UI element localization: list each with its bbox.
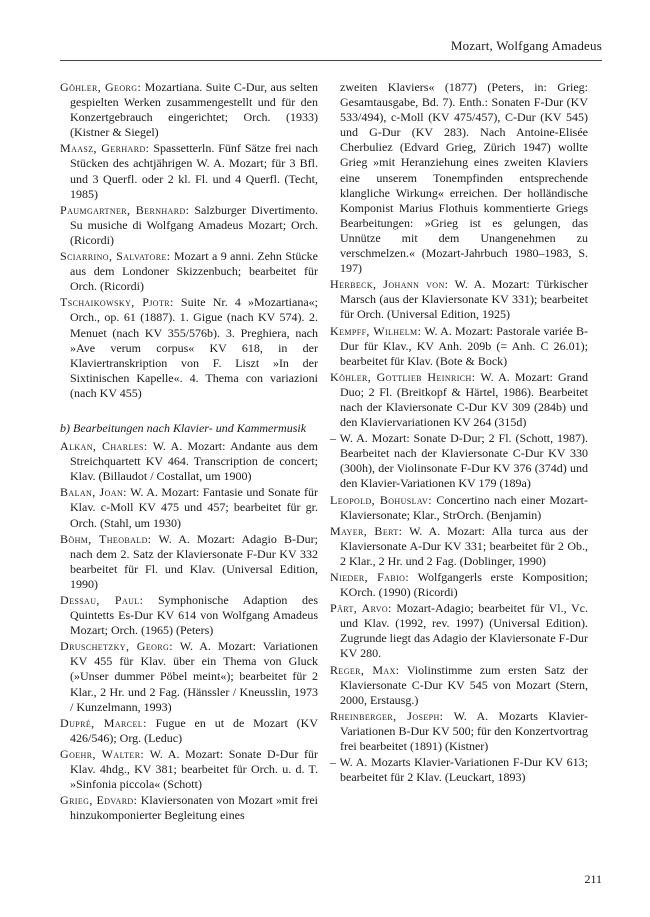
entry-text: Spassetterln. Fünf Sätze frei nach Stücken des achtjährigen W. A. Mozart; für 3 Bfl. und 3 Querfl. oder 2 kl. Fl. und 4 Querfl. (Techt, 1985) <box>70 141 319 201</box>
catalog-entry <box>60 747 318 792</box>
ditto-dash: – <box>330 755 336 770</box>
catalog-entry <box>330 709 588 754</box>
catalog-entry <box>60 80 318 140</box>
composer-name: Sciarrino, Salvatore: <box>60 249 171 264</box>
catalog-entry <box>330 493 588 523</box>
entry-text: W. A. Mozart: Grand Duo; 2 Fl. (Breitkopf & Härtel, 1986). Bearbeitet nach der Klaviersonate C-Dur KV 309 (284b) und den Klaviervariationen KV 264 (315d) <box>340 369 588 430</box>
catalog-entry <box>330 277 588 322</box>
catalog-entry <box>60 593 318 638</box>
entry-text: Klaviersonaten von Mozart »mit frei hinzukomponierter Begleitung eines <box>70 793 318 823</box>
entry-text: Concertino nach einer Mozart-Klaviersonate; Klar., StrOrch. (Benjamin) <box>340 492 588 522</box>
entry-text: W. A. Mozart: Türkischer Marsch (aus der Klaviersonate KV 331); bearbeitet für Orch. (Universal Edition, 1925) <box>340 277 588 322</box>
catalog-entry <box>330 601 588 661</box>
composer-name: Herbeck, Johann von: <box>330 277 449 292</box>
catalog-entry <box>330 431 588 491</box>
entry-text: W. A. Mozarts Klavier-Variationen F-Dur KV 613; bearbeitet für 2 Klav. (Leuckart, 1893) <box>336 755 588 785</box>
catalog-entry <box>60 793 318 823</box>
composer-name: Kempff, Wilhelm: <box>330 323 422 338</box>
catalog-entry <box>330 570 588 600</box>
composer-name: Druschetzky, Georg: <box>60 639 173 654</box>
composer-name: Göhler, Georg: <box>60 80 142 94</box>
composer-name: Maasz, Gerhard: <box>60 141 150 156</box>
catalog-entry <box>60 716 318 746</box>
entry-text: W. A. Mozarts Klavier-Variationen B-Dur KV 500; für den Konzertvortrag frei bearbeitet (1891) (Kistner) <box>340 708 589 754</box>
continued-entry: zweiten Klaviers« (1877) (Peters, in: Grieg: Gesamtausgabe, Bd. 7). Enth.: Sonaten F-Dur (KV 533/494), c-Moll (KV 475/457), C-Dur (KV 545) und G-Dur (KV 283). Nach Antoine-Elisée Cherbuliez (Edvard Grieg, Zürich 1947) wollte Grieg »mit Heranziehung eines zweiten Klaviers eine unserem Tonempfinden entsprechende klangliche Wirkung« erreichen. Der holländische Komponist Marius Flothuis kommentierte Griegs Bearbeitungen: »Grieg ist es gelungen, das Unnütze mit dem Unangenehmen zu verschmelzen.« (Mozart-Jahrbuch 1980–1983, S. 197) <box>340 80 588 276</box>
catalog-entry <box>60 439 318 484</box>
entry-list-a <box>60 80 318 401</box>
composer-name: Dupré, Marcel: <box>60 715 147 730</box>
composer-name: Paumgartner, Bernhard: <box>60 202 190 217</box>
composer-name: Pärt, Arvo: <box>330 601 392 616</box>
entry-text: W. A. Mozart: Andante aus dem Streichquartett KV 464. Transcription de concert; Klav. (Billaudot / Costallat, um 1900) <box>70 439 318 484</box>
composer-name: Grieg, Edvard: <box>60 793 138 808</box>
catalog-entry <box>60 141 318 201</box>
composer-name: Leopold, Bohuslav: <box>330 492 432 507</box>
entry-text: Mozartiana. Suite C-Dur, aus selten gespielten Werken zusammengestellt und für den Konzertgebrauch eingerichtet; Orch. (1933) (Kistner & Siegel) <box>70 80 318 140</box>
composer-name: Nieder, Fabio: <box>330 570 410 584</box>
entry-text: W. A. Mozart: Pastorale variée B-Dur für Klav., KV Anh. 209b (= Anh. C 26.01); bearbeitet für Klav. (Bote & Bock) <box>340 323 588 368</box>
entry-text: W. A. Mozart: Fantasie und Sonate für Klav. c-Moll KV 475 und 457; bearbeitet für gr. Orch. (Stahl, um 1930) <box>70 485 318 530</box>
composer-name: Tschaikowsky, Pjotr: <box>60 295 174 310</box>
entry-text: Mozart-Adagio; bearbeitet für Vl., Vc. und Klav. (1992, rev. 1997) (Universal Edition). Zugrunde liegt das Adagio der Klaviersonate F-Dur KV 280. <box>340 601 588 661</box>
section-heading: b) Bearbeitungen nach Klavier- und Kammermusik <box>60 420 307 435</box>
entry-list-right <box>330 277 588 785</box>
composer-name: Mayer, Bert: <box>330 523 403 538</box>
catalog-entry <box>330 663 588 708</box>
catalog-entry <box>60 639 318 714</box>
running-header: Mozart, Wolfgang Amadeus <box>450 38 602 53</box>
catalog-entry <box>60 249 318 294</box>
catalog-entry <box>330 755 588 785</box>
catalog-entry <box>60 532 318 592</box>
entry-text: Fugue en ut de Mozart (KV 426/546); Org. (Leduc) <box>70 715 318 745</box>
catalog-entry <box>60 203 318 248</box>
entry-text: Symphonische Adaption des Quintetts Es-Dur KV 614 von Wolfgang Amadeus Mozart; Orch. (1965) (Peters) <box>70 593 318 638</box>
catalog-entry <box>330 370 588 430</box>
entry-text: Violinstimme zum ersten Satz der Klaviersonate C-Dur KV 545 von Mozart (Stern, 2000, Erstausg.) <box>340 662 588 707</box>
left-column <box>60 80 318 824</box>
catalog-entry <box>60 295 318 401</box>
right-column <box>330 80 588 786</box>
entry-text: W. A. Mozart: Adagio B-Dur; nach dem 2. Satz der Klaviersonate F-Dur KV 332 bearbeitet für Fl. und Klav. (Universal Edition, 1990) <box>70 531 318 591</box>
entry-text: W. A. Mozart: Alla turca aus der Klaviersonate A-Dur KV 331; bearbeitet für 2 Ob., 2 Klar., 2 Hr. und 2 Fag. (Doblinger, 1990) <box>340 523 589 568</box>
header-rule <box>60 60 602 61</box>
composer-name: Rheinberger, Joseph: <box>330 708 444 723</box>
composer-name: Dessau, Paul: <box>60 593 144 607</box>
page-number: 211 <box>584 872 602 886</box>
entry-text: W. A. Mozart: Sonate D-Dur für Klav. 4hdg., KV 381; bearbeitet für Orch. u. d. T. »Sinfonia piccola« (Schott) <box>70 746 318 792</box>
composer-name: Reger, Max: <box>330 662 400 677</box>
entry-text: Wolfgangerls erste Komposition; KOrch. (1990) (Ricordi) <box>340 570 588 600</box>
entry-text: W. A. Mozart: Variationen KV 455 für Klav. über ein Thema von Gluck (»Unser dummer Pöbel meint«); bearbeitet für 2 Klar., 2 Hr. und 2 Fag. (Hänssler / Kneusslin, 1973 / Kunzelmann, 1993) <box>70 639 319 714</box>
ditto-dash: – <box>330 431 336 446</box>
entry-text: Mozart a 9 anni. Zehn Stücke aus dem Londoner Skizzenbuch; bearbeitet für Orch. (Ricordi) <box>70 249 318 294</box>
composer-name: Köhler, Gottlieb Heinrich: <box>330 369 476 384</box>
entry-text: Suite Nr. 4 »Mozartiana«; Orch., op. 61 (1887). 1. Gigue (nach KV 574). 2. Menuet (nach KV 355/576b). 3. Preghiera, nach »Ave verum corpus« KV 618, in der Klaviertranskription von F. Liszt »In der Sixtinischen Kapelle«. 4. Thema con variazioni (nach KV 455) <box>70 295 318 400</box>
entry-text: W. A. Mozart: Sonate D-Dur; 2 Fl. (Schott, 1987). Bearbeitet nach der Klaviersonate C-Dur KV 330 (300h), der Violinsonate F-Dur KV 376 (374d) und den Klavier-Variationen KV 179 (189a) <box>336 431 588 491</box>
composer-name: Alkan, Charles: <box>60 439 148 454</box>
entry-text: Salzburger Divertimento. Su musiche di Wolfgang Amadeus Mozart; Orch. (Ricordi) <box>70 202 319 247</box>
composer-name: Goehr, Walter: <box>60 746 145 761</box>
catalog-entry <box>330 324 588 369</box>
catalog-entry <box>60 485 318 530</box>
catalog-entry <box>330 524 588 569</box>
composer-name: Balan, Joan: <box>60 485 127 500</box>
entry-list-b <box>60 439 318 823</box>
composer-name: Böhm, Theobald: <box>60 531 152 546</box>
